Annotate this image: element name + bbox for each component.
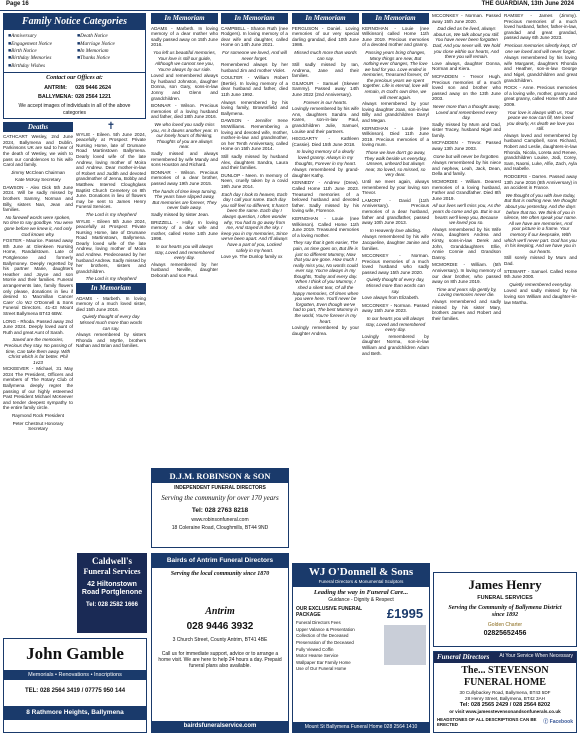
henry-ad [433,572,577,647]
bairds-website: bairdsfuneralservice.com [152,721,288,732]
notice-mcfadden: MCFADDEN - Trevor. Passed away 13th June 2003. [432,140,501,152]
column-5 [292,13,359,558]
paper-date: THE GUARDIAN, 13th June 2024 [481,1,574,8]
notice-dawson: DAWSON - Jennifer Irene McWilliams. Remembering a loving and devoted wife, mother, mother-in-law and grandmother, on her Tenth Anniversary, called Home on 15th June 2014. [221,118,288,152]
facebook-link[interactable] [543,719,573,725]
notice-bonnar: BONNAR - Wilson. Precious memories of a loving husband and father, died 18th June 2016. [151,103,218,120]
bairds-phone: 028 9446 3932 [186,621,254,633]
notice-mcconkey: MCCONKEY - Norman. Passed away 15th June 2020. [432,13,501,24]
contact-note: We accept images of individuals in all of the above categories [18,103,131,116]
category-item: ■ Death Notice [77,33,141,39]
notice-verse: Gone but will never be forgotten. [433,153,500,159]
notice-verse: Quietly thought of every day Missed much more than words can say. [79,314,143,331]
stevenson-subheading: At Your Service When Necessary [499,653,573,659]
notice-signature: Love ye. The Dunlop family xx [221,254,283,260]
deaths-column [3,122,73,434]
notice-signature: Lovingly remembered by his wife Ann, daughters Sandra and Karen, son-in-law Paul, grandchildren Julie, Samuel, Louise and their partners. [292,106,359,134]
notice-verse: Passing years bring changes, Many things are new, But nothing ever changes, The love we had for you. Love ended in memories, Treasured forever, Of the precious years we spent together. Life is eternal, love will remain, In God's own time, we will meet again. [362,49,429,100]
category-item: ■ Thanks Notice [77,55,141,61]
henry-tagline: Serving the Community of Ballymena District since 1892 [448,604,562,618]
in-memoriam-heading: In Memoriam [151,13,218,24]
category-item: ■ Birthday Wishes [8,63,72,69]
henry-affiliation: Golden Charter [487,622,523,629]
notice-signature: Always remembered and sadly missed by his sister Mary, brothers James and Robert and their families. [432,298,501,321]
notice-signature: Until we meet again, always remembered by your loving son Trevor. [362,178,429,196]
notice-signature: Sadly missed by sister Jean. [151,211,210,217]
caldwell-subtitle: Funeral Services [83,566,141,576]
notice-lamont: LAMONT - David (11th Anniversary). Precious memories of a dear husband, father and grandfather, passed away 10th June 2013. [362,197,429,226]
odonnell-tagline: Leading the way in Funeral Care... [313,588,409,596]
notice-signature: Lovingly remembered by your daughter Andrea. [292,325,359,336]
notice-verse: Precious memories silently kept, Of one we loved and will never forget. [504,42,577,54]
notice-signature: Always remembered by his wife Jacqueline, daughter Janine and families. [362,234,429,251]
stevenson-address-2: 28 Henry Street, Ballymena, BT42 3AH [465,695,545,701]
stevenson-ad [433,651,577,733]
notice-verse: In our hearts you will always stay, Loved and remembered every day. [365,316,426,333]
contact-table [36,83,113,102]
robinson-subtitle: INDEPENDENT FUNERAL DIRECTORS [174,485,266,492]
gamble-ad [3,638,147,733]
notice-foster: FOSTER - Maurice. Passed away 8th June at Glenkeen Nursing Home, Randalstown. Late of Portglenone and formerly Ballymoney. Deeply regretted by his partner Marie, daughters Heather and Joyce and son Morrie and their families. Funeral arrangements late, family flowers only please, donations in lieu if desired to 'Macmillan Cancer Care' c/o WJ O'Donnell & Sons Funeral Directors. 41-43 Mount Street Ballymena BT43 6BW. [3,238,73,316]
page-number: Page 16 [6,1,29,8]
notice-signature: Still sorely missed by Mum and Dad. [504,255,577,266]
notice-mcmordie: MCMORDIE - William. Dearest memories of a loving husband, Father and Grandfather. Died 8th June 2019. [432,179,501,201]
notice-cathcart: CATHCART Wesley, 2nd June 2024, Ballymena and Dublin. Parkinsons UK are sad to hear of the death of Wesley, we wish to pass our condolences to his wife Carol and family. [3,134,73,168]
notice-verse: For someone we loved, And will never forget. [222,49,287,61]
notice-verse: Forever in our hearts. [303,99,348,105]
robinson-address: 18 Coleraine Road, Cloughmills, BT44 9ND [171,525,269,531]
notice-verse: We who loved you sadly miss you, As it dawns another year. In our lonely hours of thinking, Thoughts of you are always near. [151,122,218,150]
category-item: ■ Birthday Memories [8,55,72,61]
notice-signature: Always loved and remembered by husband Campbell, sons Richard, Robert and Leslie, daughters-in-law Rhonda, Nicola, Loreta and Renee, grandchildren Louise, Jodi, Corey, Sam, Naomi, Luke, Alfie, Zach, Ayla and Isabelle. [504,132,577,172]
notice-rock: ROCK - Anne. Precious memories of a loving wife, mother, granny and great granny, called Home 6th June 2009. [504,85,577,107]
notice-dunlop: DUNLOP - Neen. In memory of Neen, cruelly taken by a covid 19th June 2014. [221,172,288,189]
gamble-phone: TEL: 028 2564 3419 / 07775 950 144 [24,688,126,695]
notice-signature: Always remembered by grand-daughter Kathy. [292,167,359,178]
odonnell-tagline-2: Guidance - Dignity & Respect [328,596,394,603]
notice-kernohan: KERNOHAN - Louie (nee Wilkinson). Called Home 11th June 2019. Treasured memories of a loving mother. [292,215,359,238]
notice-mcconkey: MCCONKEY - Norman. Passed away 15th June 2023. [362,302,429,314]
notice-verse: Quietly remembered everyday. [509,281,572,287]
bairds-note: Call us for immediate support, advice or to arrange a home visit. We are here to help 24 hours a day. Prepaid funeral plans also available. [158,650,282,669]
bairds-address: 3 Church Street, County Antrim, BT41 4BE [172,636,268,643]
notice-signature: Always remembered by his loving wife Margaret, daughters Rhonda and Heather, son-in-law George and Nigel, grandchildren and great grandchildren. [504,55,577,83]
robinson-phone: Tel: 028 2763 8218 [191,506,249,514]
henry-name: James Henry [468,577,542,592]
bairds-tagline: Serving the local community since 1870 [170,570,270,577]
in-memoriam-heading: In Memoriam [292,13,359,24]
caldwell-ad [77,553,147,633]
notice-signature: Loved and sadly missed by his loving son William and daughter-in-law Martha. [504,288,577,305]
notice-verse: They say that it gets easier, The pain, as time goes on, But life is just so different Mummy, Now that you are gone. How much I really miss you, No words could ever say, You're always in my thoughts, Today and every day. When I think of you Mummy, I shed a silent tear, Of all the happy memories, Of times when you were here. You'll never be forgotten, Even though we've had to part, The best Mummy in the world, You're forever in my heart. [292,240,359,324]
henry-phone: 02825652456 [483,630,527,638]
contact-offices [4,72,145,118]
category-item: ■ Anniversary [8,33,72,39]
in-memoriam-heading: In Memoriam [362,13,429,24]
category-item: ■ Birth Notice [8,48,72,54]
notice-mcfadden: MCFADDEN - Trevor Hugh. Precious memories of a much loved son and brother who passed away on the 13th June 2003. [432,73,501,102]
notice-verse: Time and years slip gently by, Loving memories never die. [436,286,497,298]
notice-long: LONG - Rhoda. Passed away 2nd June 2024. Deeply loved aunt of Ruth and great Aunt of Sarah. [3,318,73,335]
notice-signature: Sadly missed by Mum and Dad, sister Tracey, husband Nigel and family. [432,121,501,138]
notice-kernohan: KERNOHAN - Louie (nee Wilkinson). Died 11th June 2019. Precious memories of a loving mum. [362,125,429,148]
notice-verse: You left us beautiful memories, Your love is still our guide, Although we cannot see you, You're always by our side. [153,49,216,72]
facebook-icon: ⓕ [543,718,549,725]
odonnell-address: Mount St Ballymena Funeral Home [304,723,383,730]
notice-adams: ADAMS - Marbeth. In loving memory of a much loved sister, died 15th June 2016. [76,295,146,312]
notice-signature: Sadly missed and always remembered by wife Mandy and sons Houston and Richard. [151,151,218,168]
notice-stewart: STEWART - Samuel. Called Home 9th June 2000. [504,268,577,280]
notice-signature: Always remembered by her husband Neville, daughter Deborah and son Paul. [151,261,218,278]
antrim-label: ANTRIM: [44,85,67,92]
notice-mcconkey: MCCONKEY - Norman. Precious memories of a much loved husband who sadly passed away 15th June 2020. [362,253,429,275]
notice-dawson: DAWSON - Alex Dick 5th June 2024. Will be sadly missed by brothers Sammy, Norman and Billy, sisters Nan, Jean and families. [3,184,73,213]
notice-verse: We thought of you with love today, But that is nothing new. We thought about you yesterday, And the days before that too. We think of you in silence, We often speak your name. All we have are memories, And your picture in a frame. Your memory if our keepsake, With which we'll never part. God has you in his keeping, And we have you in our hearts. [504,192,577,254]
gamble-address: 8 Rathmore Heights, Ballymena [4,706,146,720]
package-item: Use of Our Funeral Home [296,666,347,672]
notice-signature: Always remembered by sisters Rhonda and Myrtle, brothers Nathan and Brian and families. [76,332,146,349]
robinson-tagline: Serving the community for over 170 years [161,494,279,503]
notice-signature: Kate McKay Secretary [15,177,61,183]
bairds-town: Antrim [205,606,235,618]
notice-signature: Peter Chestnut Honorary Secretary [12,420,64,432]
ballymena-label: BALLYMENA: [37,93,74,100]
notice-brizzell: BRIZZELL - Holly. In loving memory of a dear wife and mother, called Home 14th June 1998. [151,219,218,242]
stevenson-website: or visit www.jamesstevensonandsonfunerals.co.uk [449,708,561,714]
column-3 [151,13,218,466]
stevenson-heading: Funeral Directors [437,653,490,661]
notice-verse: Dad died as he lived, always about us, We talk about you still. You have never been forgotten Dad, And you never will. We hold you close within our hearts, And there you will remain. [432,26,501,60]
deaths-heading: Deaths [3,122,73,133]
notice-adams: ADAMS - Marbeth. In loving memory of a dear mother who sadly passed away on 15th June 2016. [151,25,218,48]
notice-kennedy: KENNEDY - Andrew (Drew). Called Home 11th June 2023. Treasured memories of a beloved husband and devoted father. Sadly missed by his loving wife, Florence. [292,180,359,214]
notice-gilmour: GILMOUR - Samuel (Skewer Sammy). Passed away 14th June 2022 (2nd Anniversary). [292,80,359,98]
family-notice-box [3,13,146,119]
notice-verse: The Lord is my shepherd [85,211,137,217]
notice-mckeever: MCKEEVER - Michael, 31 May 2024 The President, Officers and members of The Rotary Club of Ballymena deeply regret the passing of our highly esteemed Past President Michael McKeever and tender deepest sympathy to the entire family circle. [3,366,73,411]
notice-verse: The Lord is my shepherd [85,276,137,282]
antrim-phone: 028 9446 2624 [75,85,112,92]
category-item: ■ In Memoriam [77,48,141,54]
odonnell-price: £1995 [386,605,424,621]
henry-subtitle: FUNERAL SERVICES [477,594,533,601]
notice-verse: Quietly thought of every day, Missed more than words can say. [366,277,425,294]
notice-signature: Always remembered by his niece and nephew, Leah, Jack, Dean, Della and family. [432,160,501,177]
notice-verse: Never more than a thought away, Loved and remembered every day. [432,103,501,121]
notice-signature: Still sadly missed by Ian, Andrena, Jane and their families. [292,62,359,79]
odonnell-name: WJ O'Donnell & Sons [308,566,414,578]
stevenson-name-2: FUNERAL HOME [464,676,546,688]
notice-signature: Lovingly remembered by daughter Norma, son-in-law William and grandchildren Adam and Beth. [362,333,429,356]
notice-wylie: WYLIE - Eileen 5th June 2024, peacefully at Prospect Private Nursing Home, late of Drumane Road Martinstown, Ballymena. Dearly loved wife of the late Andrew, loving mother of Moira and Andrew. Predeceased by her husband Andrew. Sadly missed by her brothers, sisters and grandchildren. [76,218,146,274]
notice-verse: The hands of time keep turning, The years have slipped away, But memories are forever, They never fade away. [152,188,217,211]
notice-signature: Still sadly missed by husband Alex, daughters Sandra, Laura and their families. [221,154,288,171]
stevenson-address: 30 Cullybackey Road, Ballymena, BT43 5DF [459,689,551,695]
odonnell-phone: 028 2564 1410 [383,723,418,730]
notice-signature: Love always, daughter Donna, Norman and Kiera. [432,60,501,72]
robinson-name: D.J.M. ROBINSON & SON [152,469,288,483]
notice-signature: Always remembered by his Wife Anna, daughters Andrea and Kirsty, sons-in-law Derek and John, Granddaughters Ellie, Annie Connie and Grandson Danny. [432,226,501,260]
notice-verse: Those we love don't go away, They walk beside us everyday, Unseen, unheard but always near, So loved, so missed, so very dear. [364,150,427,178]
category-list [4,30,145,72]
bairds-ad [151,553,289,733]
odonnell-subtitle: Funeral Directors & Monumental Sculptors [318,579,404,585]
caldwell-address: 42 Hiltonstown Road Portglenone [81,580,143,597]
caldwell-name: Caldwell's [91,556,132,566]
page-header [0,0,580,11]
notice-campbell: CAMPBELL - Sharon Ruth (nee Rodgers). In loving memory of a dear wife and daughter, called Home on 14th June 2021. [221,25,288,48]
notice-rodgers: RODGERS - Darren. Passed away 13th June 2016 (8th Anniversary) in an accident in France. [504,174,577,191]
contact-heading: Contact our Offices at: [46,74,103,81]
notice-verse: Saved are the memories, Precious they stay. No passing of time, Can take them away. With Christ which is far better. Phil 1v23 [4,337,72,365]
package-item: Funeral Directors Fees [296,620,341,626]
column-7 [432,13,501,568]
package-item: Collection of the Deceased [296,633,349,639]
robinson-website: www.robinsonfuneral.com [191,516,249,523]
column-2 [76,122,146,434]
notice-mcmordie: MCMORDIE - William. (5th Anniversary). In loving memory of our dear brother, who passed away on 8th June 2019. [432,262,501,285]
cross-icon: ✝ [106,120,116,132]
column-6 [362,13,429,558]
package-item: Fully Viewed Coffin [296,646,334,652]
notice-verse: In loving memory of a dearly loved granny. Always in my thoughts, Forever in my heart. [294,149,357,166]
stevenson-name: The... STEVENSON [461,664,549,676]
package-item: Preservation of the Deceased [296,639,354,645]
in-memoriam-heading: In Memoriam [221,13,288,24]
notice-verse: Your love is always with us, Your peace we now can fill, We loved you dearly, As death we love you still. [507,109,574,132]
funeral-home-photo [384,625,426,665]
notice-signature: Loved and remembered always by husband Johnston, daughter Donna, son Gary, sons-in-law Jonny and Glenn and grandchildren. [151,73,218,101]
stevenson-headstones: HEADSTONES OF ALL DESCRIPTIONS CAN BE ERECTED [437,716,537,727]
notice-signature: Love always from Elizabeth. [362,295,420,301]
notice-wylie: WYLIE - Eileen. 5th June 2024, peacefully at Prospect Private Nursing Home, late of Drumane Road Martinstown Ballymena. Dearly loved wife of the late Andrew, loving mother of Moira and Andrew. Dear mother-in-law of Robert and Judith and devoted grandmother of Jenna, Bobby and Matthew. Interred Cloughglass Baptist Church Cemetery on 8th June. Donations in lieu of flowers may be sent to James Henry Funeral Services. [76,131,146,210]
notice-bonnar: BONNAR - Wilson. Precious memories of a dear brother, passed away 19th June 2015. [151,169,218,186]
notice-signature: Always remembered by his loving family, Brownsfield and Ballymena. [221,99,288,116]
notice-heggarty: HEGGARTY - Kathleen (Cassie). Died 15th June 2018. [292,136,359,147]
category-item: ■ Marriage Notice [77,41,141,47]
column-8 [504,13,577,568]
caldwell-phone: Tel: 028 2582 1666 [86,601,138,608]
notice-ferguson: FERGUSON - Daniel. Loving memories of our very special darling grandad, died 10th June 1986. [292,25,359,48]
notice-verse: In our hearts you will always stay, Loved and remembered every day. [154,243,215,261]
notice-ramsey: RAMSEY - James (Jimmy). Precious memories of a much loved husband, father, father-in-law, grandad and great grandad, passed away 6th June 2023. [504,13,577,41]
odonnell-ad [292,563,430,733]
package-item: Upper Valance & Presentation [296,626,355,632]
facebook-label: Facebook [549,718,573,725]
notice-verse: In Heavenly love abiding. [369,227,422,233]
bairds-name: Bairds of Antrim Funeral Directors [152,554,288,568]
notice-signature: Remembered always by her husband Jim and mother Violet. [221,62,288,73]
column-4 [221,13,288,466]
notice-kernohan: KERNOHAN - Louie (nee Wilkinson) called Home 11th June 2019. Precious memories of a devoted mother and granny. [362,25,429,48]
ballymena-phone: 028 2564 1221 [75,93,112,100]
notice-coulter: COULTER - William Robert (Bertie). In loving memory of a dear husband and father, died 11th June 1992. [221,75,288,98]
family-notice-title: Family Notice Categories [4,14,145,30]
notice-signature: Jimmy McClean Chairman [11,169,65,175]
package-item: Motor Hearse Service [296,653,339,659]
gamble-name: John Gamble [26,644,124,663]
in-memoriam-heading: In Memoriam [76,283,146,294]
notice-verse: All our lives we'll miss you, As the years do come and go. But in our hearts we'll keep you, Because we loved you so. [432,203,501,226]
notice-verse: Each day I look to heaven, Each day I call your name. Each day you still feel so different, It hasn't been the same. Each day I always question, I often wonder why, You had to go away from me, And stayed in the sky. I keep you in my memories, Since we've been apart. And I'll always have a part of you, Locked safely in my heart. [221,191,288,253]
robinson-ad [151,468,289,548]
gamble-services: Memorials • Renovations • Inscriptions [4,670,146,681]
stevenson-phone: Tel: 028 2565 2429 / 028 2564 8202 [459,702,551,709]
package-item: Wallpaper Ear Family Home [296,659,351,665]
notice-verse: No farewell words were spoken, No time to say goodbye. You were gone before we knew it, And only God knows why. [3,214,73,237]
odonnell-offer: OUR EXCLUSIVE FUNERAL PACKAGE [296,605,363,618]
category-item: ■ Engagement Notice [8,41,72,47]
notice-verse: Missed much more than words can say. [294,49,357,61]
notice-signature: Raymond Rock President [11,413,65,419]
notice-signature: Always remembered by your loving daughter Joan, son-in-law Billy and grandchildren Darryl and Megan. [362,101,429,124]
